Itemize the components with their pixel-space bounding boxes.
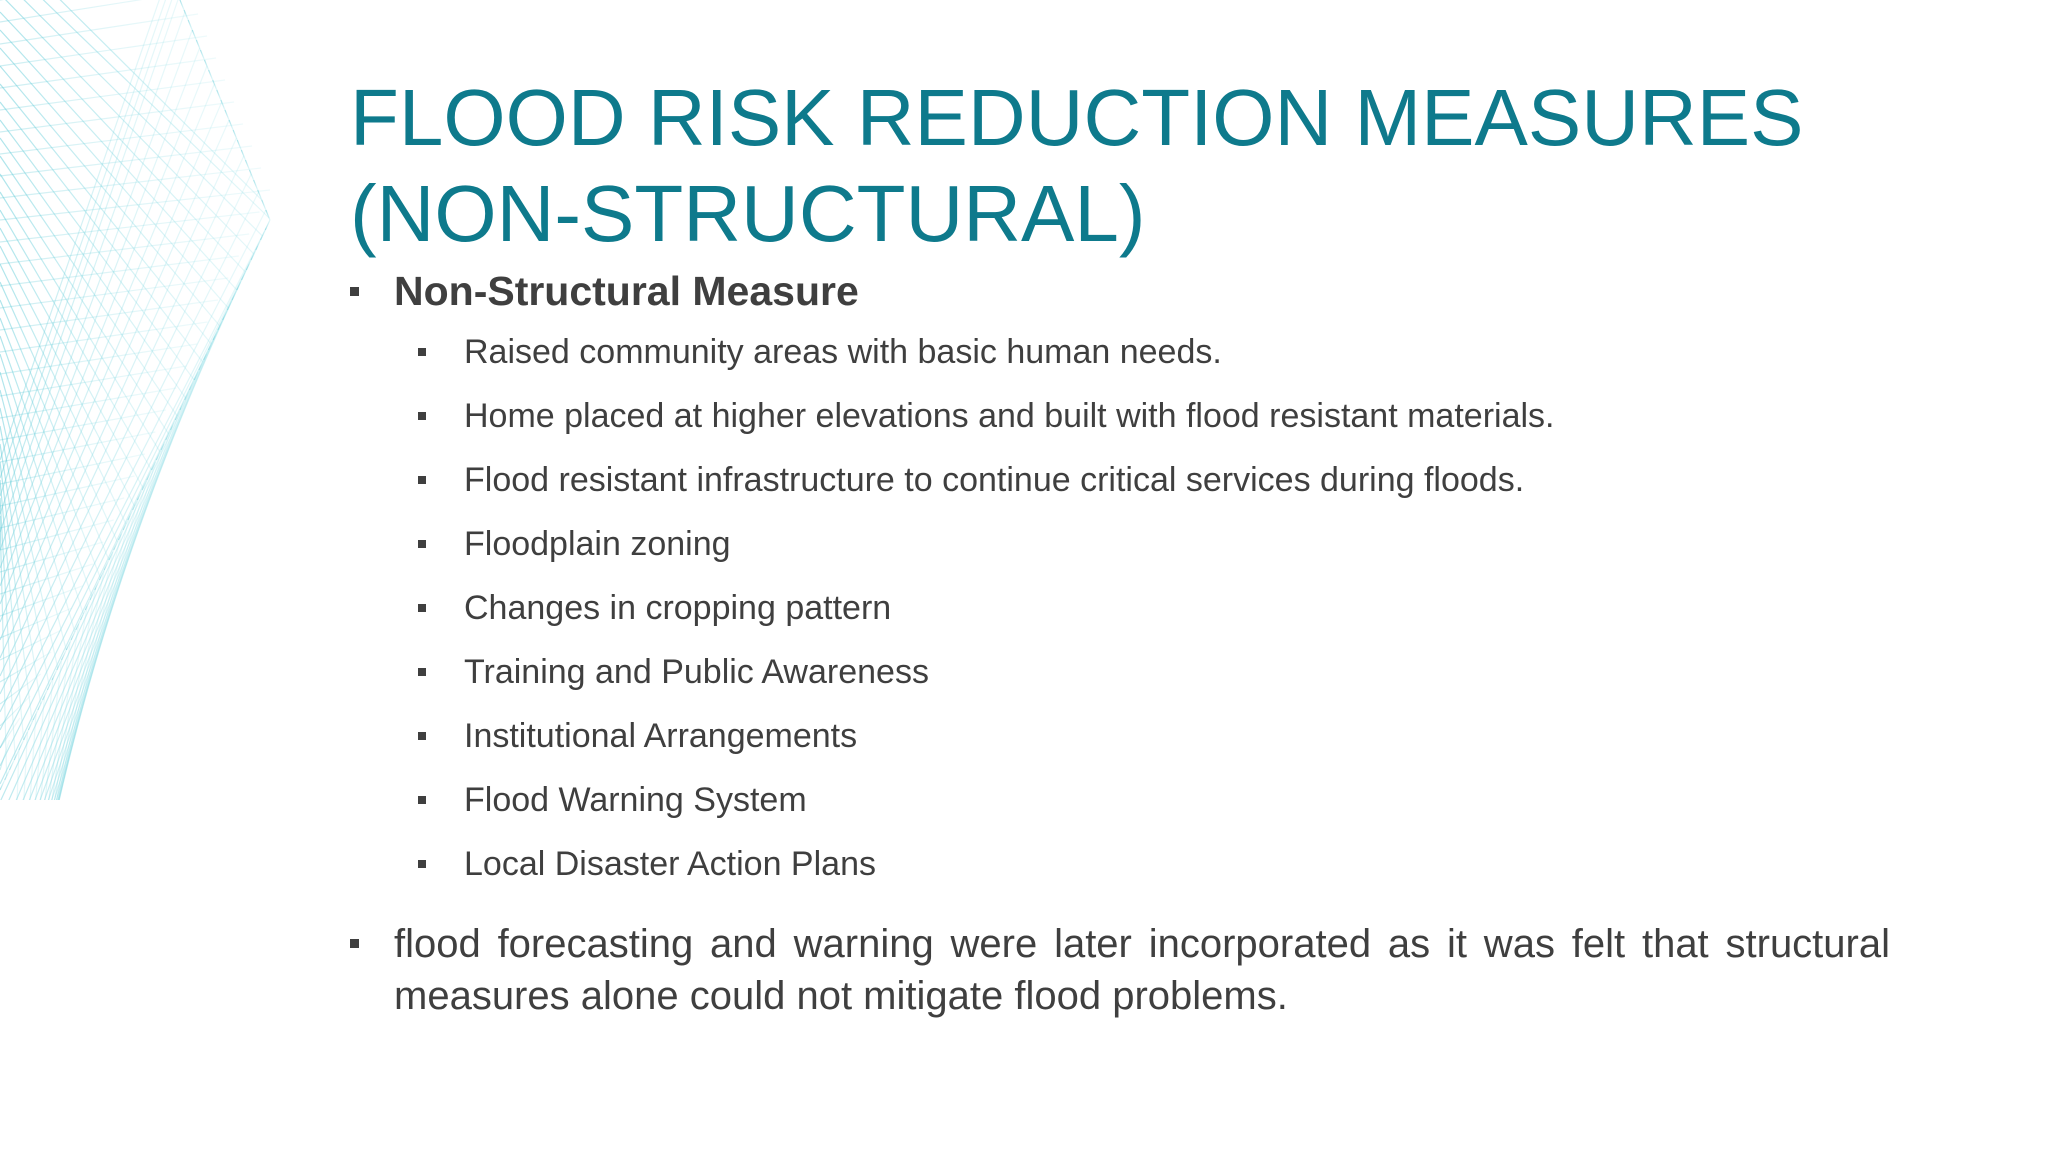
square-bullet-icon: [350, 939, 359, 948]
list-item: [418, 328, 1890, 392]
list-item: [418, 392, 1890, 456]
square-bullet-icon: [418, 476, 426, 484]
slide-title: [350, 70, 1910, 262]
square-bullet-icon: [418, 348, 426, 356]
square-bullet-icon: [418, 412, 426, 420]
square-bullet-icon: [418, 796, 426, 804]
square-bullet-icon: [418, 604, 426, 612]
list-item: [418, 456, 1890, 520]
sub-bullet-list: [350, 328, 1890, 904]
square-bullet-icon: [418, 540, 426, 548]
list-item: [418, 840, 1890, 904]
square-bullet-icon: [418, 668, 426, 676]
square-bullet-icon: [418, 732, 426, 740]
main-bullet-text: Non-Structural Measure: [394, 268, 859, 314]
title-line-1: FLOOD RISK REDUCTION MEASURES: [350, 73, 1804, 162]
square-bullet-icon: [418, 860, 426, 868]
main-bullet: [350, 266, 1890, 316]
list-item-text: Flood resistant infrastructure to continue critical services during floods.: [464, 461, 1525, 499]
slide-body: [350, 266, 1890, 1022]
list-item-text: Institutional Arrangements: [464, 717, 858, 755]
list-item: [418, 776, 1890, 840]
list-item-text: Home placed at higher elevations and built with flood resistant materials.: [464, 397, 1555, 435]
list-item-text: Training and Public Awareness: [464, 653, 929, 691]
list-item: [418, 712, 1890, 776]
list-item-text: Flood Warning System: [464, 781, 807, 819]
list-item: [418, 648, 1890, 712]
title-line-2: (NON-STRUCTURAL): [350, 169, 1146, 258]
list-item-text: Changes in cropping pattern: [464, 589, 892, 627]
note-text: flood forecasting and warning were later incorporated as it was felt that structural measures alone could not mitigate flood problems.: [394, 922, 1890, 1018]
list-item-text: Raised community areas with basic human needs.: [464, 333, 1222, 371]
list-item: [418, 520, 1890, 584]
note-bullet: [350, 918, 1890, 1022]
list-item-text: Local Disaster Action Plans: [464, 845, 876, 883]
square-bullet-icon: [350, 287, 359, 296]
list-item-text: Floodplain zoning: [464, 525, 731, 563]
list-item: [418, 584, 1890, 648]
wireframe-decoration: [0, 0, 290, 800]
